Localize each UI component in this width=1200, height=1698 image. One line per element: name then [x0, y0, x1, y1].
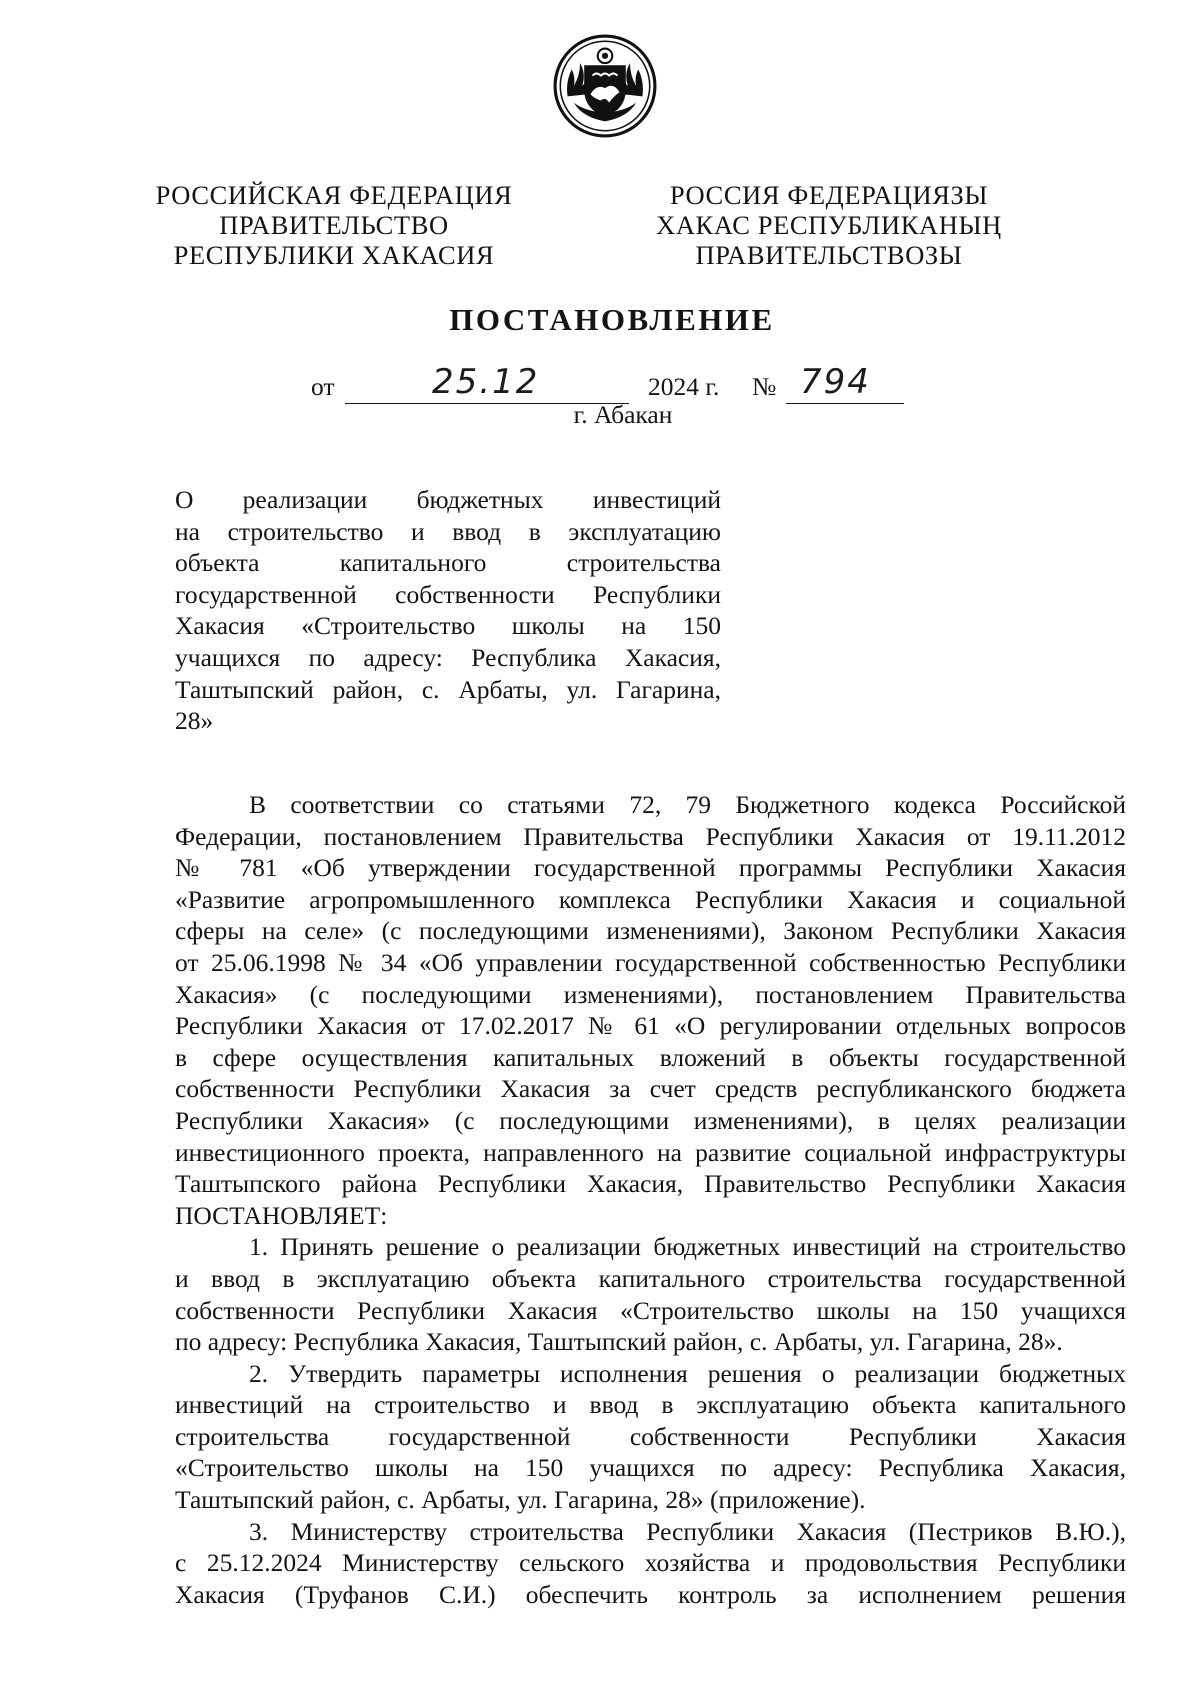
body-line: в сфере осуществления капитальных вложений в объекты государственной [175, 1042, 1126, 1072]
handwritten-number: 794 [800, 362, 871, 402]
subject-line: учащихся по адресу: Республика Хакасия, [175, 642, 721, 672]
body-line: Таштыпский район, с. Арбаты, ул. Гагарина, 28» (приложение). [175, 1485, 866, 1515]
body-line: собственности Республики Хакасия «Строительство школы на 150 учащихся [175, 1295, 1126, 1325]
header-left-line: РЕСПУБЛИКИ ХАКАСИЯ [173, 240, 495, 270]
handwritten-date: 25.12 [432, 362, 540, 402]
body-text [175, 789, 1126, 1610]
subject-line: О реализации бюджетных инвестиций [175, 485, 721, 514]
header-left-line: ПРАВИТЕЛЬСТВО [219, 210, 449, 240]
subject-line: 28» [175, 706, 214, 736]
document-city: г. Абакан [573, 400, 673, 429]
header-left-line: РОССИЙСКАЯ ФЕДЕРАЦИЯ [155, 180, 513, 210]
subject-line: государственной собственности Республики [175, 579, 721, 609]
date-prefix: от [311, 372, 335, 401]
body-line: инвестиций на строительство и ввод в эксплуатацию объекта капитального [175, 1390, 1126, 1420]
header-right-line: РОССИЯ ФЕДЕРАЦИЯЗЫ [669, 180, 989, 210]
body-line: от 25.06.1998 № 34 «Об управлении государственной собственностью Республики [175, 947, 1126, 977]
body-line: Хакасия» (с последующими изменениями), постановлением Правительства [175, 979, 1126, 1009]
header-left-block [134, 180, 534, 270]
body-line: Федерации, постановлением Правительства Республики Хакасия от 19.11.2012 [175, 821, 1126, 851]
subject-line: объекта капитального строительства [175, 548, 721, 578]
body-line: Хакасия (Труфанов С.И.) обеспечить контроль за исполнением решения [175, 1579, 1126, 1609]
subject-line: Таштыпский район, с. Арбаты, ул. Гагарина, [175, 674, 721, 704]
khakassia-coat-of-arms-icon [553, 34, 657, 138]
document-type-title: ПОСТАНОВЛЕНИЕ [449, 302, 775, 337]
body-line: Республики Хакасия от 17.02.2017 № 61 «О регулировании отдельных вопросов [175, 1011, 1126, 1041]
body-line: 3. Министерству строительства Республики Хакасия (Пестриков В.Ю.), [249, 1516, 1126, 1546]
subject-line: Хакасия «Строительство школы на 150 [175, 611, 721, 641]
body-line: инвестиционного проекта, направленного на развитие социальной инфраструктуры [175, 1137, 1126, 1167]
body-line: Республики Хакасия» (с последующими изменениями), в целях реализации [175, 1105, 1126, 1135]
subject-block [175, 484, 721, 737]
header-right-block [629, 180, 1029, 270]
body-line: ПОСТАНОВЛЯЕТ: [175, 1200, 388, 1230]
header-right-line: ПРАВИТЕЛЬСТВОЗЫ [695, 240, 963, 270]
body-line: сферы на селе» (с последующими изменениями), Законом Республики Хакасия [175, 916, 1126, 946]
body-line: с 25.12.2024 Министерству сельского хозяйства и продовольствия Республики [175, 1548, 1126, 1578]
number-sign: № [752, 372, 777, 401]
body-line: строительства государственной собственности Республики Хакасия [175, 1421, 1126, 1451]
body-line: «Строительство школы на 150 учащихся по адресу: Республика Хакасия, [175, 1453, 1126, 1483]
body-line: Таштыпского района Республики Хакасия, Правительство Республики Хакасия [175, 1169, 1126, 1199]
subject-line: на строительство и ввод в эксплуатацию [175, 516, 721, 546]
body-line: 1. Принять решение о реализации бюджетных инвестиций на строительство [249, 1232, 1126, 1262]
body-line: В соответствии со статьями 72, 79 Бюджетного кодекса Российской [249, 790, 1126, 819]
body-line: и ввод в эксплуатацию объекта капитального строительства государственной [175, 1263, 1126, 1293]
header-right-line: ХАКАС РЕСПУБЛИКАНЫҢ [656, 210, 1002, 240]
body-line: 2. Утвердить параметры исполнения решения о реализации бюджетных [249, 1358, 1126, 1388]
body-line: «Развитие агропромышленного комплекса Республики Хакасия и социальной [175, 884, 1126, 914]
body-line: по адресу: Республика Хакасия, Таштыпский район, с. Арбаты, ул. Гагарина, 28». [175, 1327, 1063, 1357]
document-year: 2024 г. [648, 372, 720, 401]
body-line: собственности Республики Хакасия за счет средств республиканского бюджета [175, 1074, 1126, 1104]
body-line: № 781 «Об утверждении государственной программы Республики Хакасия [175, 853, 1126, 883]
